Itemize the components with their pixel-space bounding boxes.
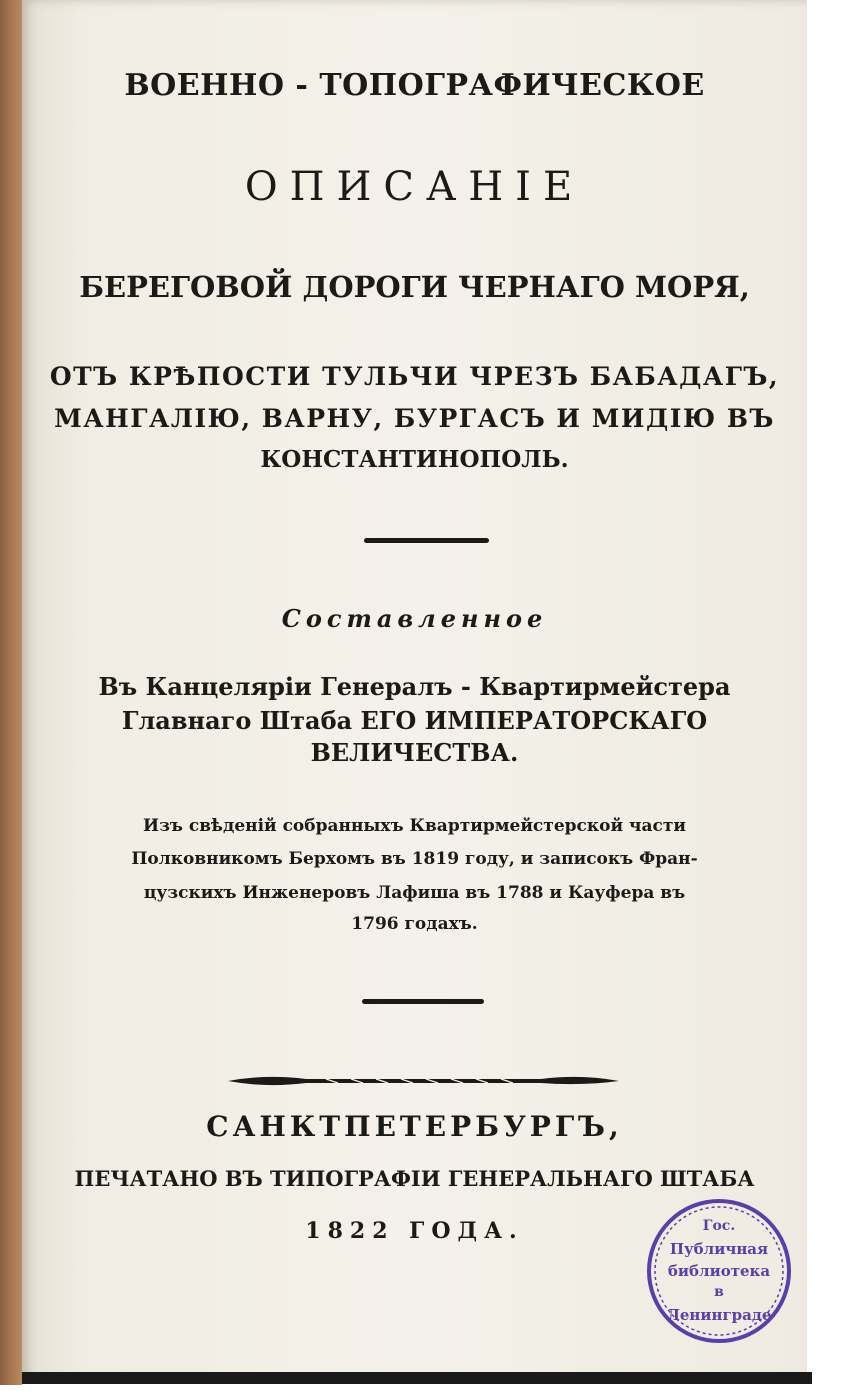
library-stamp	[644, 1196, 794, 1346]
source-line-3: цузскихъ Инженеровъ Лафиша въ 1788 и Кауфера въ	[143, 883, 686, 903]
year-line: 1822 ГОДА.	[305, 1218, 524, 1244]
stamp-line: библиотека	[667, 1262, 771, 1280]
divider-rule	[362, 999, 484, 1004]
route-line-2: МАНГАЛІЮ, ВАРНУ, БУРГАСЪ И МИДІЮ ВЪ	[54, 404, 775, 433]
book-spine	[0, 0, 22, 1385]
heading-line-1: ВОЕННО - ТОПОГРАФИЧЕСКОЕ	[124, 68, 705, 103]
stamp-line: Гос.	[702, 1218, 736, 1234]
stamp-line: Ленинграде	[666, 1306, 772, 1324]
source-line-4: 1796 годахъ.	[351, 914, 478, 934]
route-line-1: ОТЪ КРѢПОСТИ ТУЛЬЧИ ЧРЕЗЪ БАБАДАГЪ,	[49, 362, 780, 391]
office-line-3: ВЕЛИЧЕСТВА.	[310, 738, 519, 767]
city-name: САНКТПЕТЕРБУРГЪ,	[206, 1110, 623, 1143]
compiled-label: Составленное	[281, 604, 548, 633]
page-edge	[22, 1372, 812, 1384]
route-line-3: КОНСТАНТИНОПОЛЬ.	[260, 446, 569, 473]
divider-rule	[364, 538, 489, 543]
office-line-1: Въ Канцеляріи Генералъ - Квартирмейстера	[98, 672, 731, 701]
title-page	[22, 0, 807, 1380]
heading-subtitle: БЕРЕГОВОЙ ДОРОГИ ЧЕРНАГО МОРЯ,	[79, 270, 750, 304]
stamp-line: Публичная	[669, 1240, 769, 1258]
printer-line: ПЕЧАТАНО ВЪ ТИПОГРАФІИ ГЕНЕРАЛЬНАГО ШТАБА	[74, 1166, 755, 1191]
source-line-2: Полковникомъ Берхомъ въ 1819 году, и записокъ Фран-	[131, 849, 698, 869]
office-line-2: Главнаго Штаба ЕГО ИМПЕРАТОРСКАГО	[121, 706, 708, 735]
stamp-line: в	[714, 1284, 724, 1300]
ornament-rule	[226, 1070, 621, 1092]
source-line-1: Изъ свѣденій собранныхъ Квартирмейстерской части	[143, 816, 686, 836]
heading-title: ОПИСАНІЕ	[244, 164, 585, 210]
